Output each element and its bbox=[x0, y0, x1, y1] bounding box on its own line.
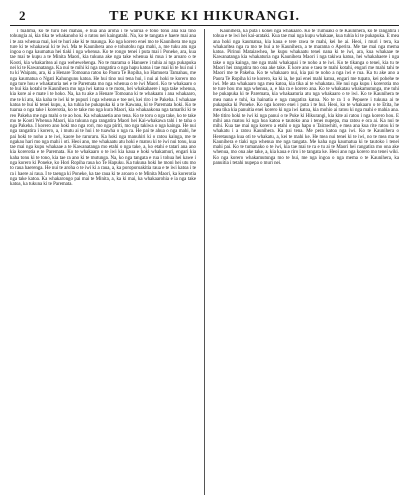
header-rule bbox=[10, 25, 399, 26]
left-column-text: i tualima, ko te turu hei mahau, e hua ana aroha i te wairua e tono tonu ana kia tino tohungia ai, kia tika te whakanoho ki o ratou nei kaingatahi. Na, ko te tangata e haere mai ana i te ara whenua mai, kei te huri ake ki te maunga. Ko nga korero enei mo te Kaunihera me nga ture ki te whakawai ki te iwi. Ma te Kaunihera ano e tohutohu nga mahi, a, me tuku atu nga ingoa o nga kaumatua hei tiaki i nga whenua. Ko te rongo tenei i puta mai i Poneke, ara, kua tae mai te kupu a te Minita Maori, kia tukuna ake nga take whenua ki mua i te aroaro o te Kooti, kia whakaritea ai nga wehewehenga. No te marama o Hanuere i tuhia ai nga pukapuka nei ki te Kawanatanga. Ka nui te mihi ki nga rangatira o nga hapu katoa i tae mai ki te hui nui i tu ki Waipatu, ara, ki a Henare Tomoana ratou ko Paora Te Ropiha, ko Hamuera Tamahau, me nga kaumatua o Ngati Kahungunu katoa. He hui tino nui tena hui, i nui ai hoki te korero mo nga ture hou e whakaturia nei e te Paremata mo nga whenua o te iwi Maori. Ko te whakaaro o te hui kia kotahi te Kaunihera mo nga iwi katoa o te motu, hei whakahaere i nga take whenua, kia kore ai e mate i te hoko. Na, ka tu ake a Henare Tomoana ki te whakaatu i ana whakaaro, me te ki atu, kia kaha te iwi ki te pupuri i nga whenua e toe nei, kei riro i te Pakeha. I whakaae katoa te hui ki tenei kupu, a, ka tuhia he pukapuka ki a te Kawana, ki te Paremata hoki. Ko te tuarua o nga take i korerotia, ko te take mo nga kura Maori, kia whakaakona nga tamariki ki te reo Pakeha me nga mahi o te ao hou. Ka whakaaetia ano tena. Ko te toru o nga take, ko te take mo te Kooti Whenua Maori, kia tukuna nga rangatira Maori hei Kai-whakawa tahi i te taha o nga Pakeha. I korero ano hoki mo nga rori, mo nga piriti, mo nga takiwa o nga kainga. He nui nga rangatira i korero, a, i mutu ai te hui i te tuawha o nga ra. He pai te ahua o nga mahi, he pai hoki te noho a te iwi, kaore he raruraru. Ka hoki nga manuhiri ki o ratou kainga, me te ngakau hari mo nga mahi i oti. Heoi ano, me whakaatu atu hoki e matou ki te iwi nui tonu, kua tae mai nga kupu whakaae a te Kawanatanga mo etahi o nga take, a, ko etahi e tatari ana ano kia korerotia e te Paremata. Ko te whakaaro o te iwi kia kaua e hoki whakamuri, engari kia kaha tonu ki te tono, kia tae ra ano ki te mutunga. Na, ko nga tangata e rua i tohua hei kawe i nga korero ki Poneke, ko Hori Ropiha raua ko Te Hapuku. Ka tukuna hoki he moni hei utu mo to raua haerenga. He nui te aroha o te iwi ki a raua, a, ka poroporoakitia raua e te iwi katoa i te ra i haere ai raua. I te taenga ki Poneke, ka tae raua ki te aroaro o te Minita Maori, ka korerotia nga take katoa. Ka whakarongo pai mai te Minita, a, ka ki mai, ka whakaarohia e ia nga take katoa, ka tukuna ki te Paremata. bbox=[10, 29, 196, 188]
page-header bbox=[10, 6, 399, 26]
page-number: 2 bbox=[19, 8, 26, 23]
column-divider bbox=[204, 29, 205, 495]
right-column-text: Kaunihera, ka puta i konei nga whakaaro. Ko te Tumuaki o te Kaunihera, ko te rangatira i tohua e te iwi hei kai-arataki. Kua tae mai nga kupu whakaae, kua tuhia ki te pukapuka. E mea ana hoki nga kaumatua, kia kaua e tere rawa te mahi, kei he ai. Heoi, i muri i tera, ka whakaritea nga ra mo te hui a te Kaunihera, a te marama o Aperira. Me tae mai nga mema katoa. Pirinui Mataiawhea, he kupu whakaatu tenei nana ki te iwi, ara, kua whakaae te Kawanatanga kia whakaturia nga Kaunihera Maori i nga takiwa katoa, hei whakahaere i nga take o nga kainga, me nga mahi whakapai i te noho a te iwi. Ko te tikanga o tenei, kia tu te Maori hei rangatira mo ona ake take. E kore ano e taea te mahi kotahi, engari me mahi tahi te Maori me te Pakeha. Ko te whakaaro nui, kia pai te noho a nga iwi e rua. Ka tu ake ano a Paora Te Ropiha ki te korero, ka ki ia, he pai enei mahi katoa, engari me tupato, kei pohehe te iwi. Me ata whakaaro nga mea katoa, kia tika ai te whakatau. He nui nga kupu i korerotia mo te ture hou mo nga whenua, a, e hia ra e korero ana. Ko te whakatau whakamutunga, me tuhi he pukapuka ki te Paremata, kia whakaaturia atu nga whakaaro o te iwi. Ko te Kaunihera te mea nana e tuhi, ka hainatia e nga rangatira katoa. No te ra 1 o Pepuere i tukuna ai te pukapuka ki Poneke. Ko nga korero enei i puta i te hui. Heoi, ko te whakaaro o te Etita, he mea tika kia panuitia enei korero ki nga iwi katoa, kia mohio ai ratou ki nga mahi e mahia ana. Me titiro hoki te iwi ki nga panui o te Puke ki Hikurangi, kia kite ai ratou i nga korero hou. E mihi ana matou ki nga hoa katoa e tautoko ana i tenei nupepa, ma ratou e ora ai. Ka nui te mihi. Kua tae mai nga korero a etahi o nga hapu o Tairawhiti, e mea ana kua rite ratou ki te whakatu i a ratou Kaunihera. Ka pai tena. Me pera katoa nga iwi. Ko te Kaunihera o Heretaunga kua oti te whakatu, a, kei te mahi ke. He mea nui tenei ki te iwi, no te mea ma te Kaunihera e tiaki nga whenua me nga tangata. Me kaha nga kaumatua ki te tautoko i tenei mahi pai. Ko te tumanako o te iwi, kia tae mai te ra e tu ai te Maori hei rangatira mo ona ake whenua, mo ona ake take, a, kia kaua e riro i te tangata ke. Heoi ano nga korero mo tenei wiki. Ko nga korero whakamutunga mo te hui, me nga ingoa o nga mema o te Kaunihera, ka panuitia i tetahi nupepa o muri nei. bbox=[213, 29, 399, 167]
right-column bbox=[213, 29, 399, 495]
newspaper-title: TE PUKE KI HIKURANGI. bbox=[109, 9, 300, 24]
left-column bbox=[10, 29, 196, 495]
